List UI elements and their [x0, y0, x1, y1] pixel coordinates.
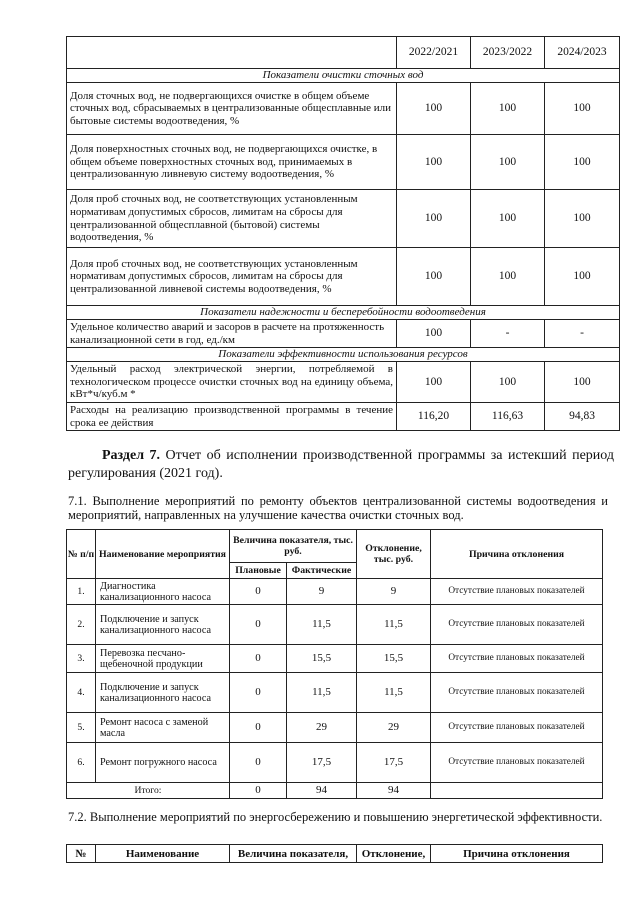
section-heading: Показатели надежности и бесперебойности водоотведения	[67, 306, 620, 320]
indicator-row	[67, 403, 620, 431]
indicator-value: -	[471, 320, 545, 348]
indicator-value: -	[545, 320, 620, 348]
col-header-reason: Причина отклонения	[431, 530, 603, 579]
row-num: 3.	[67, 645, 96, 673]
indicator-row	[67, 83, 620, 135]
activity-name: Подключение и запуск канализационного насоса	[96, 605, 230, 645]
deviation-reason: Отсутствие плановых показателей	[431, 713, 603, 743]
table-row	[67, 673, 603, 713]
indicator-value: 100	[471, 248, 545, 306]
actual-value: 15,5	[287, 645, 357, 673]
total-deviation: 94	[357, 783, 431, 799]
paragraph-7-1: 7.1. Выполнение мероприятий по ремонту объектов централизованной системы водоотведения и мероприятий, направленных на улучшение качества очистки сточных вод.	[68, 494, 608, 522]
col-header-reason: Причина отклонения	[431, 845, 603, 863]
activity-name: Ремонт погружного насоса	[96, 743, 230, 783]
indicator-row	[67, 135, 620, 190]
indicator-value: 100	[397, 83, 471, 135]
planned-value: 0	[230, 579, 287, 605]
col-header-deviation: Отклонение,	[357, 845, 431, 863]
period-header: 2023/2022	[471, 37, 545, 69]
section-heading: Показатели эффективности использования ресурсов	[67, 348, 620, 362]
indicators-header-row	[67, 37, 620, 69]
section-7-text: Отчет об исполнении производственной программы за истекший период регулирования (2021 год).	[68, 448, 614, 481]
indicator-value: 100	[397, 362, 471, 403]
indicator-value: 100	[545, 248, 620, 306]
indicator-row	[67, 190, 620, 248]
actual-value: 9	[287, 579, 357, 605]
total-actual: 94	[287, 783, 357, 799]
indicator-value: 100	[545, 190, 620, 248]
indicator-value: 100	[397, 135, 471, 190]
indicator-name: Расходы на реализацию производственной программы в течение срока ее действия	[67, 403, 397, 431]
deviation-value: 9	[357, 579, 431, 605]
actual-value: 11,5	[287, 673, 357, 713]
indicator-name: Доля поверхностных сточных вод, не подвергающихся очистке, в общем объеме поверхностных сточных вод, принимаемых в централизованную ливневую систему водоотведения, %	[67, 135, 397, 190]
deviation-reason: Отсутствие плановых показателей	[431, 743, 603, 783]
activity-name: Ремонт насоса с заменой масла	[96, 713, 230, 743]
indicator-row	[67, 320, 620, 348]
indicator-value: 116,20	[397, 403, 471, 431]
row-num: 6.	[67, 743, 96, 783]
total-planned: 0	[230, 783, 287, 799]
period-header: 2022/2021	[397, 37, 471, 69]
indicator-value: 100	[545, 362, 620, 403]
row-num: 2.	[67, 605, 96, 645]
deviation-value: 17,5	[357, 743, 431, 783]
col-header-value: Величина показателя,	[230, 845, 357, 863]
deviation-reason: Отсутствие плановых показателей	[431, 673, 603, 713]
table-row	[67, 645, 603, 673]
activity-name: Подключение и запуск канализационного насоса	[96, 673, 230, 713]
paragraph-7-2: 7.2. Выполнение мероприятий по энергосбережению и повышению энергетической эффективности.	[68, 810, 603, 824]
indicator-name: Доля сточных вод, не подвергающихся очистке в общем объеме сточных вод, сбрасываемых в централизованные общесплавные или бытовые системы водоотведения, %	[67, 83, 397, 135]
indicator-row	[67, 248, 620, 306]
indicators-header-blank	[67, 37, 397, 69]
deviation-value: 29	[357, 713, 431, 743]
col-header-num: № п/п	[67, 530, 96, 579]
deviation-value: 11,5	[357, 673, 431, 713]
deviation-value: 11,5	[357, 605, 431, 645]
section-heading: Показатели очистки сточных вод	[67, 69, 620, 83]
section-7-heading	[68, 447, 614, 483]
total-row	[67, 783, 603, 799]
indicator-name: Удельное количество аварий и засоров в расчете на протяженность канализационной сети в год, ед./км	[67, 320, 397, 348]
indicators-table	[66, 36, 620, 431]
col-header-planned: Плановые	[230, 563, 287, 579]
indicator-value: 100	[545, 83, 620, 135]
indicator-value: 100	[471, 362, 545, 403]
deviation-value: 15,5	[357, 645, 431, 673]
table-row	[67, 713, 603, 743]
planned-value: 0	[230, 645, 287, 673]
row-num: 1.	[67, 579, 96, 605]
total-label: Итого:	[67, 783, 230, 799]
actual-value: 29	[287, 713, 357, 743]
actual-value: 17,5	[287, 743, 357, 783]
indicator-value: 100	[397, 320, 471, 348]
col-header-value-group: Величина показателя, тыс. руб.	[230, 530, 357, 563]
deviation-reason: Отсутствие плановых показателей	[431, 579, 603, 605]
row-num: 5.	[67, 713, 96, 743]
deviation-reason: Отсутствие плановых показателей	[431, 645, 603, 673]
planned-value: 0	[230, 605, 287, 645]
deviation-reason: Отсутствие плановых показателей	[431, 605, 603, 645]
col-header-name: Наименование	[96, 845, 230, 863]
planned-value: 0	[230, 713, 287, 743]
indicator-row	[67, 362, 620, 403]
indicator-value: 94,83	[545, 403, 620, 431]
total-reason-empty	[431, 783, 603, 799]
table-row	[67, 579, 603, 605]
col-header-num: №	[67, 845, 96, 863]
activity-name: Перевозка песчано-щебеночной продукции	[96, 645, 230, 673]
table-row	[67, 743, 603, 783]
repair-activities-table	[66, 529, 603, 799]
indicator-value: 116,63	[471, 403, 545, 431]
planned-value: 0	[230, 673, 287, 713]
row-num: 4.	[67, 673, 96, 713]
indicator-value: 100	[471, 135, 545, 190]
section-7-label: Раздел 7.	[102, 448, 161, 463]
indicator-name: Доля проб сточных вод, не соответствующих установленным нормативам допустимых сбросов, лимитам на сбросы для централизованной ливневой системы водоотведения, %	[67, 248, 397, 306]
actual-value: 11,5	[287, 605, 357, 645]
col-header-deviation: Отклонение, тыс. руб.	[357, 530, 431, 579]
table-row	[67, 605, 603, 645]
indicator-name: Удельный расход электрической энергии, потребляемой в технологическом процессе очистки сточных вод на единицу объема, кВт*ч/куб.м *	[67, 362, 397, 403]
col-header-actual: Фактические	[287, 563, 357, 579]
indicator-value: 100	[397, 190, 471, 248]
indicator-value: 100	[471, 83, 545, 135]
indicator-value: 100	[545, 135, 620, 190]
period-header: 2024/2023	[545, 37, 620, 69]
planned-value: 0	[230, 743, 287, 783]
indicator-value: 100	[397, 248, 471, 306]
indicator-name: Доля проб сточных вод, не соответствующих установленным нормативам допустимых сбросов, лимитам на сбросы для централизованной общесплавной (бытовой) системы водоотведения, %	[67, 190, 397, 248]
indicator-value: 100	[471, 190, 545, 248]
energy-saving-table	[66, 844, 603, 863]
activity-name: Диагностика канализационного насоса	[96, 579, 230, 605]
col-header-name: Наименование мероприятия	[96, 530, 230, 579]
